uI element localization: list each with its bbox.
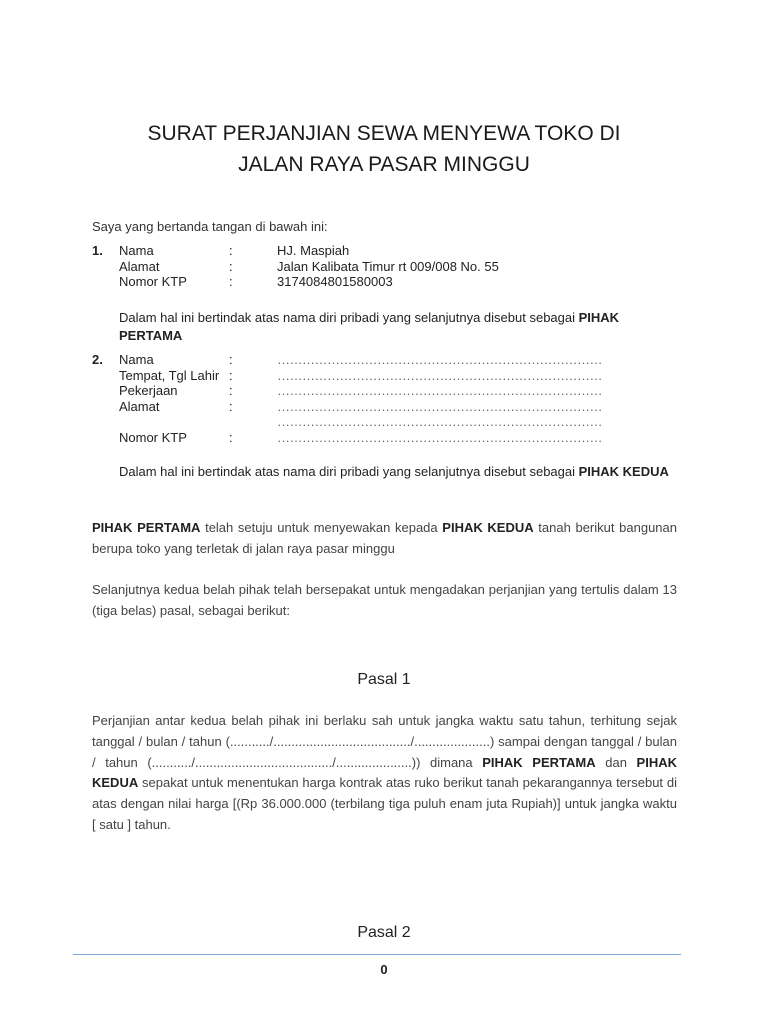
note-text: Dalam hal ini bertindak atas nama diri pribadi yang selanjutnya disebut sebagai — [119, 310, 579, 325]
field-label: Alamat — [119, 398, 160, 414]
party-1-note — [119, 309, 679, 345]
document-title — [60, 118, 708, 180]
paragraph-text: dan — [595, 754, 637, 770]
intro-text: Saya yang bertanda tangan di bawah ini: — [92, 219, 328, 234]
field-row — [119, 383, 679, 399]
articles-intro-paragraph: Selanjutnya kedua belah pihak telah bersepakat untuk mengadakan perjanjian yang tertulis dalam 13 (tiga belas) pasal, sebagai berikut: — [92, 582, 677, 618]
bold-term: PIHAK KEDUA — [442, 520, 534, 535]
field-colon: : — [229, 274, 233, 289]
field-label: Nama — [119, 352, 154, 367]
pasal-1-body — [92, 711, 677, 836]
field-label: Nama — [119, 243, 154, 258]
title-line-2: JALAN RAYA PASAR MINGGU — [238, 153, 530, 176]
field-label: Tempat, Tgl Lahir — [119, 367, 220, 383]
field-blank: …………………………………………………………………… — [277, 383, 602, 398]
field-row — [119, 430, 679, 446]
note-bold: PIHAK PERTAMA — [119, 310, 620, 343]
note-text: Dalam hal ini bertindak atas nama diri pribadi yang selanjutnya disebut sebagai — [119, 464, 579, 479]
field-row — [119, 399, 679, 415]
field-colon: : — [229, 258, 233, 274]
bold-term: PIHAK KEDUA — [92, 754, 677, 791]
pasal-2-heading: Pasal 2 — [357, 924, 411, 941]
field-label: Nomor KTP — [119, 429, 187, 445]
field-value: HJ. Maspiah — [277, 243, 350, 258]
field-row — [119, 274, 679, 290]
party-2-fields — [119, 352, 679, 445]
field-row — [119, 414, 679, 430]
field-blank: …………………………………………………………………… — [277, 414, 602, 429]
field-row — [119, 352, 679, 368]
agreement-paragraph — [92, 518, 677, 560]
bold-term: PIHAK PERTAMA — [482, 754, 596, 770]
field-value: 3174084801580003 — [277, 274, 393, 289]
bold-term: PIHAK PERTAMA — [92, 520, 201, 535]
field-row — [119, 259, 679, 275]
field-colon: : — [229, 367, 233, 383]
field-row — [119, 368, 679, 384]
field-label: Nomor KTP — [119, 274, 187, 289]
paragraph-text: telah setuju untuk menyewakan kepada — [200, 520, 443, 535]
field-label: Pekerjaan — [119, 383, 178, 398]
field-colon: : — [229, 243, 233, 258]
party-1-number: 1. — [92, 243, 103, 258]
field-colon: : — [229, 352, 233, 367]
field-blank: …………………………………………………………………… — [277, 367, 602, 383]
footer-divider — [73, 954, 681, 955]
party-2-number: 2. — [92, 352, 103, 367]
paragraph-text: sepakat untuk menentukan harga kontrak atas ruko berikut tanah pekarangannya tersebut di atas dengan nilai harga [(Rp 36.000.000 (terbilang tiga puluh enam juta Rupiah)] untuk jangka waktu [ satu ] tahun. — [92, 775, 677, 832]
note-bold: PIHAK KEDUA — [578, 464, 669, 479]
party-2-note — [119, 463, 679, 481]
page-number: 0 — [380, 962, 388, 977]
field-colon: : — [229, 429, 233, 445]
field-blank: …………………………………………………………………… — [277, 398, 602, 414]
paragraph-text: Perjanjian antar kedua belah pihak ini berlaku sah untuk jangka waktu satu tahun, terhitung sejak tanggal / bulan / tahun (.........../....................................../.....................) sampai dengan tanggal / bulan / tahun (.........../....................................../.....................)) dimana — [92, 713, 677, 770]
paragraph-text: tanah berikut bangunan berupa toko yang terletak di jalan raya pasar minggu — [92, 520, 677, 556]
field-colon: : — [229, 398, 233, 414]
field-blank: …………………………………………………………………… — [277, 429, 602, 445]
field-blank: …………………………………………………………………… — [277, 352, 602, 367]
field-row — [119, 243, 679, 259]
field-label: Alamat — [119, 258, 160, 274]
title-line-1: SURAT PERJANJIAN SEWA MENYEWA TOKO DI — [147, 122, 621, 145]
party-1-fields — [119, 243, 679, 290]
pasal-1-heading: Pasal 1 — [357, 671, 411, 688]
field-colon: : — [229, 383, 233, 398]
field-value: Jalan Kalibata Timur rt 009/008 No. 55 — [277, 258, 499, 274]
